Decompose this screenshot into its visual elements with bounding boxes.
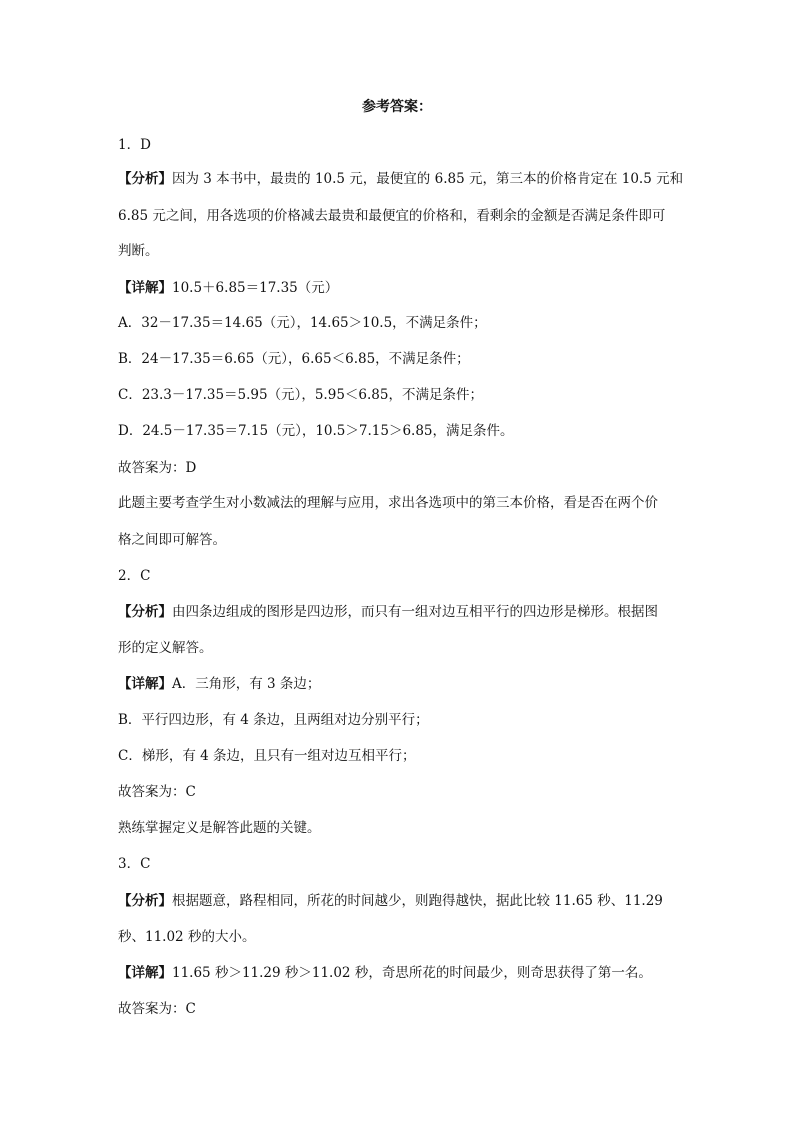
option-d: D．24.5－17.35＝7.15（元），10.5＞7.15＞6.85，满足条件。 [118,423,514,439]
analysis-1-line-2: 6.85 元之间，用各选项的价格减去最贵和最便宜的价格和，看剩余的金额是否满足条件即可 [118,208,666,224]
answer-2-label: 2．C [118,568,151,584]
comment-1-line-1: 此题主要考查学生对小数减法的理解与应用，求出各选项中的第三本价格，看是否在两个价 [118,495,658,511]
answer-1-label: 1．D [118,137,151,153]
answer-3-result: 故答案为：C [118,1001,196,1017]
answer-1-result: 故答案为：D [118,460,197,476]
comment-2-line-1: 熟练掌握定义是解答此题的关键。 [118,820,321,836]
page-title: 参考答案： [362,99,432,115]
detail-3-line-1: 【详解】11.65 秒＞11.29 秒＞11.02 秒，奇思所花的时间最少，则奇思获得了第一名。 [118,965,652,981]
answer-3-label: 3．C [118,856,151,872]
detail-2-line-2: B．平行四边形，有 4 条边，且两组对边分别平行； [118,712,429,728]
option-b: B．24－17.35＝6.65（元），6.65＜6.85，不满足条件； [118,351,470,367]
option-a: A．32－17.35＝14.65（元），14.65＞10.5，不满足条件； [118,315,487,331]
analysis-2-line-1: 【分析】由四条边组成的图形是四边形，而只有一组对边互相平行的四边形是梯形。根据图 [118,604,658,620]
comment-1-line-2: 格之间即可解答。 [118,532,226,548]
detail-2-line-1: 【详解】A．三角形，有 3 条边； [118,676,321,692]
detail-2-line-3: C．梯形，有 4 条边，且只有一组对边互相平行； [118,748,416,764]
answer-2-result: 故答案为：C [118,784,196,800]
analysis-3-line-2: 秒、11.02 秒的大小。 [118,929,256,945]
detail-1-line-1: 【详解】10.5＋6.85＝17.35（元） [118,280,339,296]
analysis-2-line-2: 形的定义解答。 [118,640,213,656]
analysis-1-line-1: 【分析】因为 3 本书中，最贵的 10.5 元，最便宜的 6.85 元，第三本的价格肯定在 10.5 元和 [118,171,684,187]
analysis-1-line-3: 判断。 [118,243,159,259]
analysis-3-line-1: 【分析】根据题意，路程相同，所花的时间越少，则跑得越快，据此比较 11.65 秒、11.29 [118,893,663,909]
option-c: C．23.3－17.35＝5.95（元），5.95＜6.85，不满足条件； [118,387,483,403]
